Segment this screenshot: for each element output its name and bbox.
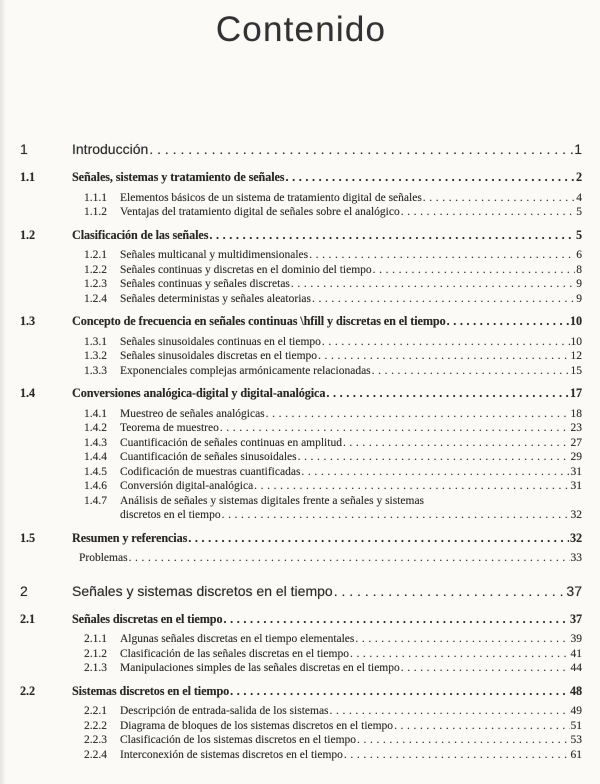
toc-entry-line1 xyxy=(120,479,582,494)
toc-entry-page: 32 xyxy=(570,530,582,545)
toc-entry-number: 1.5 xyxy=(20,530,35,545)
toc-entry-number: 2.2.2 xyxy=(84,719,107,732)
toc-entry-title: Clasificación de las señales xyxy=(72,227,209,242)
toc-entry-page: 8 xyxy=(576,263,582,276)
toc-entry-body xyxy=(120,436,582,451)
toc-entry-page: 31 xyxy=(570,465,582,478)
toc-entry-title: Señales deterministas y señales aleatorias xyxy=(120,292,311,305)
toc-entry-body xyxy=(72,612,582,627)
dot-leader xyxy=(309,248,575,263)
toc-entry-number: 1.2.2 xyxy=(84,263,107,276)
toc-entry-title: Elementos básicos de un sistema de tratamiento digital de señales xyxy=(120,191,422,204)
toc-entry-line1 xyxy=(72,228,582,243)
toc-entry-title: Sistemas discretos en el tiempo xyxy=(72,683,230,698)
toc-entry-title: Conversiones analógica-digital y digital-analógica xyxy=(72,386,326,400)
toc-entry-body xyxy=(72,386,582,401)
toc-entry-1.4.2 xyxy=(84,421,582,436)
toc-entry-number: 1.3.1 xyxy=(84,335,107,348)
toc-entry-1.3.2 xyxy=(84,349,582,364)
toc-entry-line1 xyxy=(120,349,582,364)
toc-entry-title: Clasificación de las señales discretas en el tiempo xyxy=(120,647,349,660)
toc-entry-page: 51 xyxy=(570,719,582,732)
toc-entry-line1 xyxy=(72,141,582,158)
dot-leader xyxy=(254,479,569,494)
toc-entry-body xyxy=(120,364,582,379)
toc-entry-body xyxy=(72,531,582,546)
dot-leader xyxy=(423,191,575,206)
toc-entry-page: 1 xyxy=(574,141,582,157)
toc-entry-line1 xyxy=(120,277,582,292)
toc-entry-1.2.4 xyxy=(84,292,582,307)
toc-entry-body xyxy=(120,661,582,676)
toc-entry-title: Señales sinusoidales continuas en el tiempo xyxy=(120,335,321,348)
dot-leader xyxy=(350,647,570,662)
dot-leader xyxy=(318,349,569,364)
toc-entry-number: 2.2.3 xyxy=(84,734,107,746)
toc-entry-page: 5 xyxy=(576,206,582,218)
toc-entry-title: Exponenciales complejas armónicamente relacionadas xyxy=(120,364,371,377)
toc-entry-number: 1.4 xyxy=(20,386,35,400)
toc-entry-page: 41 xyxy=(570,647,582,660)
toc-entry-number: 2 xyxy=(20,582,28,599)
dot-leader xyxy=(220,421,570,436)
toc-entry-2.1 xyxy=(20,612,582,627)
toc-entry-page: 37 xyxy=(570,611,582,626)
dot-leader xyxy=(394,719,569,734)
toc-entry-1.1.1 xyxy=(84,191,582,206)
toc-entry-body xyxy=(120,450,582,465)
toc-entry-number: 2.1 xyxy=(20,611,35,626)
toc-entry-line1 xyxy=(120,748,582,763)
toc-entry-number: 1.1 xyxy=(20,170,35,184)
toc-entry-page: 9 xyxy=(576,292,582,305)
toc-entry-body xyxy=(120,748,582,763)
toc-entry-body xyxy=(120,277,582,292)
dot-leader xyxy=(344,748,570,763)
toc-entry-body xyxy=(72,684,582,699)
toc-entry-body xyxy=(120,263,582,278)
toc-entry-body xyxy=(120,719,582,734)
dot-leader xyxy=(401,661,570,676)
dot-leader xyxy=(322,335,570,350)
dot-leader xyxy=(355,632,569,647)
toc-entry-line1 xyxy=(72,612,582,627)
toc-entry-1.4 xyxy=(20,386,582,401)
toc-entry-page: 15 xyxy=(570,364,582,377)
toc-entry-line1 xyxy=(120,421,582,436)
toc-entry-number: 2.2.1 xyxy=(84,705,107,717)
toc-entry-line1 xyxy=(72,583,582,600)
toc-entry-1.2.3 xyxy=(84,277,582,292)
toc-entry-number: 1 xyxy=(20,141,28,157)
toc-entry-line1 xyxy=(120,494,582,509)
toc-entry-title: Señales continuas y discretas en el dominio del tiempo xyxy=(120,263,372,276)
toc-entry-page: 61 xyxy=(570,748,582,761)
dot-leader xyxy=(129,551,570,566)
toc-entry-page: 5 xyxy=(576,227,582,242)
toc-entry-problemas xyxy=(79,551,582,566)
toc-entry-body xyxy=(120,292,582,307)
toc-entry-1.5 xyxy=(20,531,582,546)
dot-leader xyxy=(330,704,570,719)
toc-entry-page: 9 xyxy=(576,278,582,290)
toc-entry-title: Concepto de frecuencia en señales continuas \hfill y discretas en el tiempo xyxy=(72,314,446,328)
toc-entry-body xyxy=(120,248,582,263)
toc-entry-line1 xyxy=(72,314,582,329)
toc-entry-1 xyxy=(20,141,582,158)
toc-entry-line1 xyxy=(120,704,582,719)
toc-entry-page: 44 xyxy=(570,662,582,674)
toc-entry-body xyxy=(120,349,582,364)
toc-entry-1.4.1 xyxy=(84,407,582,422)
toc-entry-page: 31 xyxy=(570,480,582,492)
dot-leader xyxy=(291,277,575,292)
toc-entry-body xyxy=(120,647,582,662)
toc-entry-1.2 xyxy=(20,228,582,243)
toc-entry-1.3 xyxy=(20,314,582,329)
toc-entry-2.2.4 xyxy=(84,748,582,763)
dot-leader xyxy=(285,170,575,185)
toc-entry-1.4.3 xyxy=(84,436,582,451)
toc-entry-body xyxy=(120,632,582,647)
toc-list xyxy=(20,124,582,762)
toc-entry-title: Introducción xyxy=(72,141,149,157)
toc-entry-1.4.6 xyxy=(84,479,582,494)
toc-entry-body xyxy=(120,335,582,350)
toc-entry-body xyxy=(120,465,582,480)
toc-entry-title: Diagrama de bloques de los sistemas discretos en el tiempo xyxy=(120,719,394,732)
toc-entry-1.1.2 xyxy=(84,205,582,220)
toc-entry-title: Manipulaciones simples de las señales discretas en el tiempo xyxy=(120,662,400,674)
toc-entry-2.2.2 xyxy=(84,719,582,734)
toc-entry-line1 xyxy=(120,191,582,206)
dot-leader xyxy=(301,465,569,480)
toc-entry-page: 6 xyxy=(576,249,582,261)
toc-entry-1.1 xyxy=(20,170,582,185)
toc-entry-page: 33 xyxy=(570,552,582,564)
toc-entry-number: 1.3 xyxy=(20,314,35,328)
toc-entry-number: 2.1.1 xyxy=(84,633,107,645)
toc-entry-body xyxy=(120,421,582,436)
toc-entry-line1 xyxy=(120,647,582,662)
toc-entry-title: Codificación de muestras cuantificadas xyxy=(120,465,301,478)
toc-entry-title-continuation: discretos en el tiempo xyxy=(120,509,221,521)
toc-entry-number: 1.1.1 xyxy=(84,191,107,204)
toc-entry-title: Señales discretas en el tiempo xyxy=(72,611,223,626)
dot-leader xyxy=(401,205,576,220)
toc-entry-line1 xyxy=(120,719,582,734)
dot-leader xyxy=(312,292,575,307)
toc-entry-title: Clasificación de los sistemas discretos en el tiempo xyxy=(120,734,357,746)
toc-entry-title: Señales continuas y señales discretas xyxy=(120,278,290,290)
toc-entry-number: 2.1.2 xyxy=(84,647,107,660)
toc-entry-number: 1.3.2 xyxy=(84,350,107,362)
toc-entry-line1 xyxy=(120,248,582,263)
toc-entry-line1 xyxy=(79,551,582,566)
toc-entry-number: 1.4.6 xyxy=(84,480,107,492)
toc-entry-number: 2.2 xyxy=(20,683,35,698)
toc-entry-title: Problemas xyxy=(79,552,128,564)
toc-entry-body xyxy=(72,141,582,158)
toc-entry-body xyxy=(120,191,582,206)
page-title: Contenido xyxy=(215,10,387,49)
toc-entry-line1 xyxy=(120,407,582,422)
toc-entry-body xyxy=(120,205,582,220)
toc-entry-number: 1.2.3 xyxy=(84,278,107,290)
dot-leader xyxy=(298,450,570,465)
toc-entry-page: 48 xyxy=(570,683,582,698)
toc-entry-body xyxy=(120,494,582,523)
toc-entry-title: Algunas señales discretas en el tiempo elementales xyxy=(120,633,355,645)
toc-entry-number: 1.4.4 xyxy=(84,451,107,463)
toc-entry-title: Interconexión de sistemas discretos en el tiempo xyxy=(120,748,343,761)
toc-entry-number: 1.1.2 xyxy=(84,206,107,218)
toc-entry-number: 1.4.2 xyxy=(84,422,107,434)
toc-entry-2.1.2 xyxy=(84,647,582,662)
toc-entry-line1 xyxy=(72,531,582,546)
toc-entry-body xyxy=(120,407,582,422)
toc-entry-1.3.1 xyxy=(84,335,582,350)
toc-entry-number: 2.2.4 xyxy=(84,748,107,761)
toc-entry-line2 xyxy=(120,508,582,523)
toc-entry-page: 10 xyxy=(570,335,582,348)
toc-entry-title: Señales multicanal y multidimensionales xyxy=(120,249,309,261)
toc-entry-page: 29 xyxy=(570,451,582,463)
toc-entry-page: 4 xyxy=(576,191,582,204)
toc-entry-2 xyxy=(20,583,582,600)
toc-entry-number: 1.4.7 xyxy=(84,494,107,507)
toc-entry-1.4.4 xyxy=(84,450,582,465)
toc-entry-number: 1.3.3 xyxy=(84,364,107,377)
toc-entry-number: 1.4.5 xyxy=(84,465,107,478)
toc-entry-title: Resumen y referencias xyxy=(72,530,188,545)
toc-entry-page: 23 xyxy=(570,422,582,434)
toc-entry-1.2.1 xyxy=(84,248,582,263)
toc-entry-title: Señales y sistemas discretos en el tiempo xyxy=(72,582,333,599)
dot-leader xyxy=(222,508,570,523)
toc-entry-number: 2.1.3 xyxy=(84,662,107,674)
toc-entry-2.1.1 xyxy=(84,632,582,647)
toc-entry-line1 xyxy=(120,465,582,480)
toc-entry-line1 xyxy=(120,205,582,220)
toc-entry-body xyxy=(72,314,582,329)
toc-entry-body xyxy=(72,228,582,243)
toc-entry-body xyxy=(72,170,582,185)
toc-entry-title: Análisis de señales y sistemas digitales frente a señales y sistemas xyxy=(120,494,425,507)
toc-entry-number: 1.2.4 xyxy=(84,292,107,305)
toc-entry-line1 xyxy=(120,292,582,307)
toc-entry-title: Conversión digital-analógica xyxy=(120,480,254,492)
toc-entry-page: 10 xyxy=(570,314,582,328)
toc-entry-body xyxy=(79,551,582,566)
toc-entry-title: Cuantificación de señales continuas en amplitud xyxy=(120,436,342,449)
toc-entry-1.3.3 xyxy=(84,364,582,379)
toc-entry-page: 53 xyxy=(570,734,582,746)
toc-entry-line1 xyxy=(120,436,582,451)
dot-leader xyxy=(326,386,569,401)
toc-entry-line1 xyxy=(120,450,582,465)
dot-leader xyxy=(447,314,569,329)
toc-entry-page: 12 xyxy=(570,350,582,362)
toc-entry-body xyxy=(120,733,582,748)
toc-entry-page: 17 xyxy=(570,386,582,400)
toc-entry-body xyxy=(120,479,582,494)
dot-leader xyxy=(334,583,566,600)
toc-entry-number: 1.4.3 xyxy=(84,436,107,449)
toc-entry-page: 18 xyxy=(570,407,582,420)
dot-leader xyxy=(230,684,569,699)
toc-entry-title: Cuantificación de señales sinusoidales xyxy=(120,451,297,463)
toc-entry-line1 xyxy=(72,170,582,185)
toc-entry-line1 xyxy=(120,263,582,278)
toc-entry-page: 37 xyxy=(566,582,582,599)
toc-entry-2.1.3 xyxy=(84,661,582,676)
toc-entry-title: Teorema de muestreo xyxy=(120,422,219,434)
toc-entry-2.2.1 xyxy=(84,704,582,719)
toc-entry-title: Muestreo de señales analógicas xyxy=(120,407,265,420)
toc-entry-line1 xyxy=(72,386,582,401)
toc-entry-body xyxy=(72,583,582,600)
toc-entry-body xyxy=(120,704,582,719)
dot-leader xyxy=(209,228,575,243)
toc-entry-page: 32 xyxy=(570,509,582,521)
dot-leader xyxy=(149,141,573,158)
toc-entry-number: 1.2.1 xyxy=(84,249,107,261)
toc-entry-title: Señales, sistemas y tratamiento de señales xyxy=(72,170,285,184)
toc-entry-line1 xyxy=(120,632,582,647)
toc-entry-line1 xyxy=(120,335,582,350)
toc-entry-page: 49 xyxy=(570,705,582,717)
toc-entry-1.2.2 xyxy=(84,263,582,278)
toc-entry-title: Señales sinusoidales discretas en el tiempo xyxy=(120,350,318,362)
toc-entry-title: Descripción de entrada-salida de los sistemas xyxy=(120,705,329,717)
dot-leader xyxy=(188,531,569,546)
toc-entry-number: 1.4.1 xyxy=(84,407,107,420)
toc-entry-line1 xyxy=(120,733,582,748)
dot-leader xyxy=(373,263,576,278)
toc-entry-line1 xyxy=(120,661,582,676)
toc-entry-1.4.5 xyxy=(84,465,582,480)
toc-entry-page: 39 xyxy=(570,633,582,645)
toc-entry-2.2 xyxy=(20,684,582,699)
toc-entry-number: 1.2 xyxy=(20,227,35,242)
toc-entry-1.4.7 xyxy=(84,494,582,523)
dot-leader xyxy=(357,733,569,748)
toc-entry-page: 27 xyxy=(570,436,582,449)
dot-leader xyxy=(223,612,569,627)
dot-leader xyxy=(372,364,570,379)
toc-entry-2.2.3 xyxy=(84,733,582,748)
toc-entry-line1 xyxy=(120,364,582,379)
dot-leader xyxy=(343,436,570,451)
toc-entry-title: Ventajas del tratamiento digital de señales sobre el analógico xyxy=(120,206,400,218)
dot-leader xyxy=(266,407,570,422)
toc-entry-line1 xyxy=(72,684,582,699)
toc-entry-page: 2 xyxy=(576,170,582,184)
